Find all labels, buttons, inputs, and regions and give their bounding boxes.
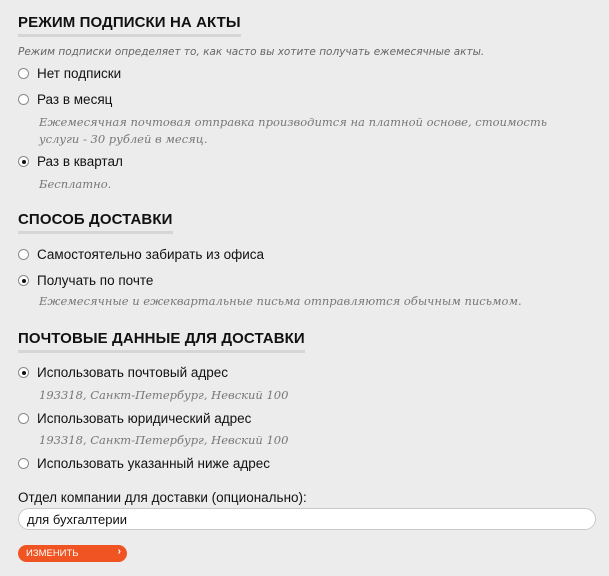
- submit-button-label: ИЗМЕНИТЬ: [26, 548, 79, 559]
- delivery-section-title: СПОСОБ ДОСТАВКИ: [18, 211, 173, 234]
- subscription-section-title: РЕЖИМ ПОДПИСКИ НА АКТЫ: [18, 14, 241, 37]
- delivery-office-label: Самостоятельно забирать из офиса: [37, 247, 265, 262]
- postal-legal-radio[interactable]: [18, 413, 29, 424]
- subscription-option-monthly[interactable]: [18, 92, 112, 107]
- postal-mailing-radio[interactable]: [18, 367, 29, 378]
- postal-custom-radio[interactable]: [18, 458, 29, 469]
- postal-legal-address-note: 193318, Санкт-Петербург, Невский 100: [39, 433, 289, 447]
- postal-option-custom-address[interactable]: [18, 456, 270, 471]
- subscription-option-quarterly[interactable]: [18, 154, 123, 169]
- postal-mailing-label: Использовать почтовый адрес: [37, 365, 229, 380]
- postal-option-mailing-address[interactable]: [18, 365, 228, 380]
- subscription-monthly-radio[interactable]: [18, 94, 29, 105]
- delivery-office-radio[interactable]: [18, 249, 29, 260]
- subscription-monthly-label: Раз в месяц: [37, 92, 113, 107]
- postal-section-title: ПОЧТОВЫЕ ДАННЫЕ ДЛЯ ДОСТАВКИ: [18, 330, 305, 353]
- delivery-option-office[interactable]: [18, 247, 264, 262]
- subscription-option-none[interactable]: [18, 66, 121, 81]
- delivery-mail-radio[interactable]: [18, 275, 29, 286]
- postal-option-legal-address[interactable]: [18, 411, 251, 426]
- delivery-option-mail[interactable]: [18, 273, 153, 288]
- subscription-none-radio[interactable]: [18, 68, 29, 79]
- department-input[interactable]: [18, 508, 596, 530]
- subscription-quarterly-note: Бесплатно.: [39, 177, 112, 191]
- delivery-mail-label: Получать по почте: [37, 273, 154, 288]
- subscription-quarterly-label: Раз в квартал: [37, 154, 123, 169]
- subscription-monthly-note: Ежемесячная почтовая отправка производится на платной основе, стоимость услуги - 30 рублей в месяц.: [39, 115, 548, 146]
- department-field-label: Отдел компании для доставки (опционально):: [18, 490, 307, 505]
- chevron-right-icon: ›: [117, 546, 121, 557]
- subscription-none-label: Нет подписки: [37, 66, 122, 81]
- subscription-quarterly-radio[interactable]: [18, 156, 29, 167]
- postal-legal-label: Использовать юридический адрес: [37, 411, 252, 426]
- subscription-intro-text: Режим подписки определяет то, как часто вы хотите получать ежемесячные акты.: [18, 46, 485, 58]
- postal-mailing-address-note: 193318, Санкт-Петербург, Невский 100: [39, 388, 289, 402]
- submit-button[interactable]: [18, 545, 127, 562]
- postal-custom-label: Использовать указанный ниже адрес: [37, 456, 270, 471]
- delivery-mail-note: Ежемесячные и ежеквартальные письма отправляются обычным письмом.: [39, 294, 522, 308]
